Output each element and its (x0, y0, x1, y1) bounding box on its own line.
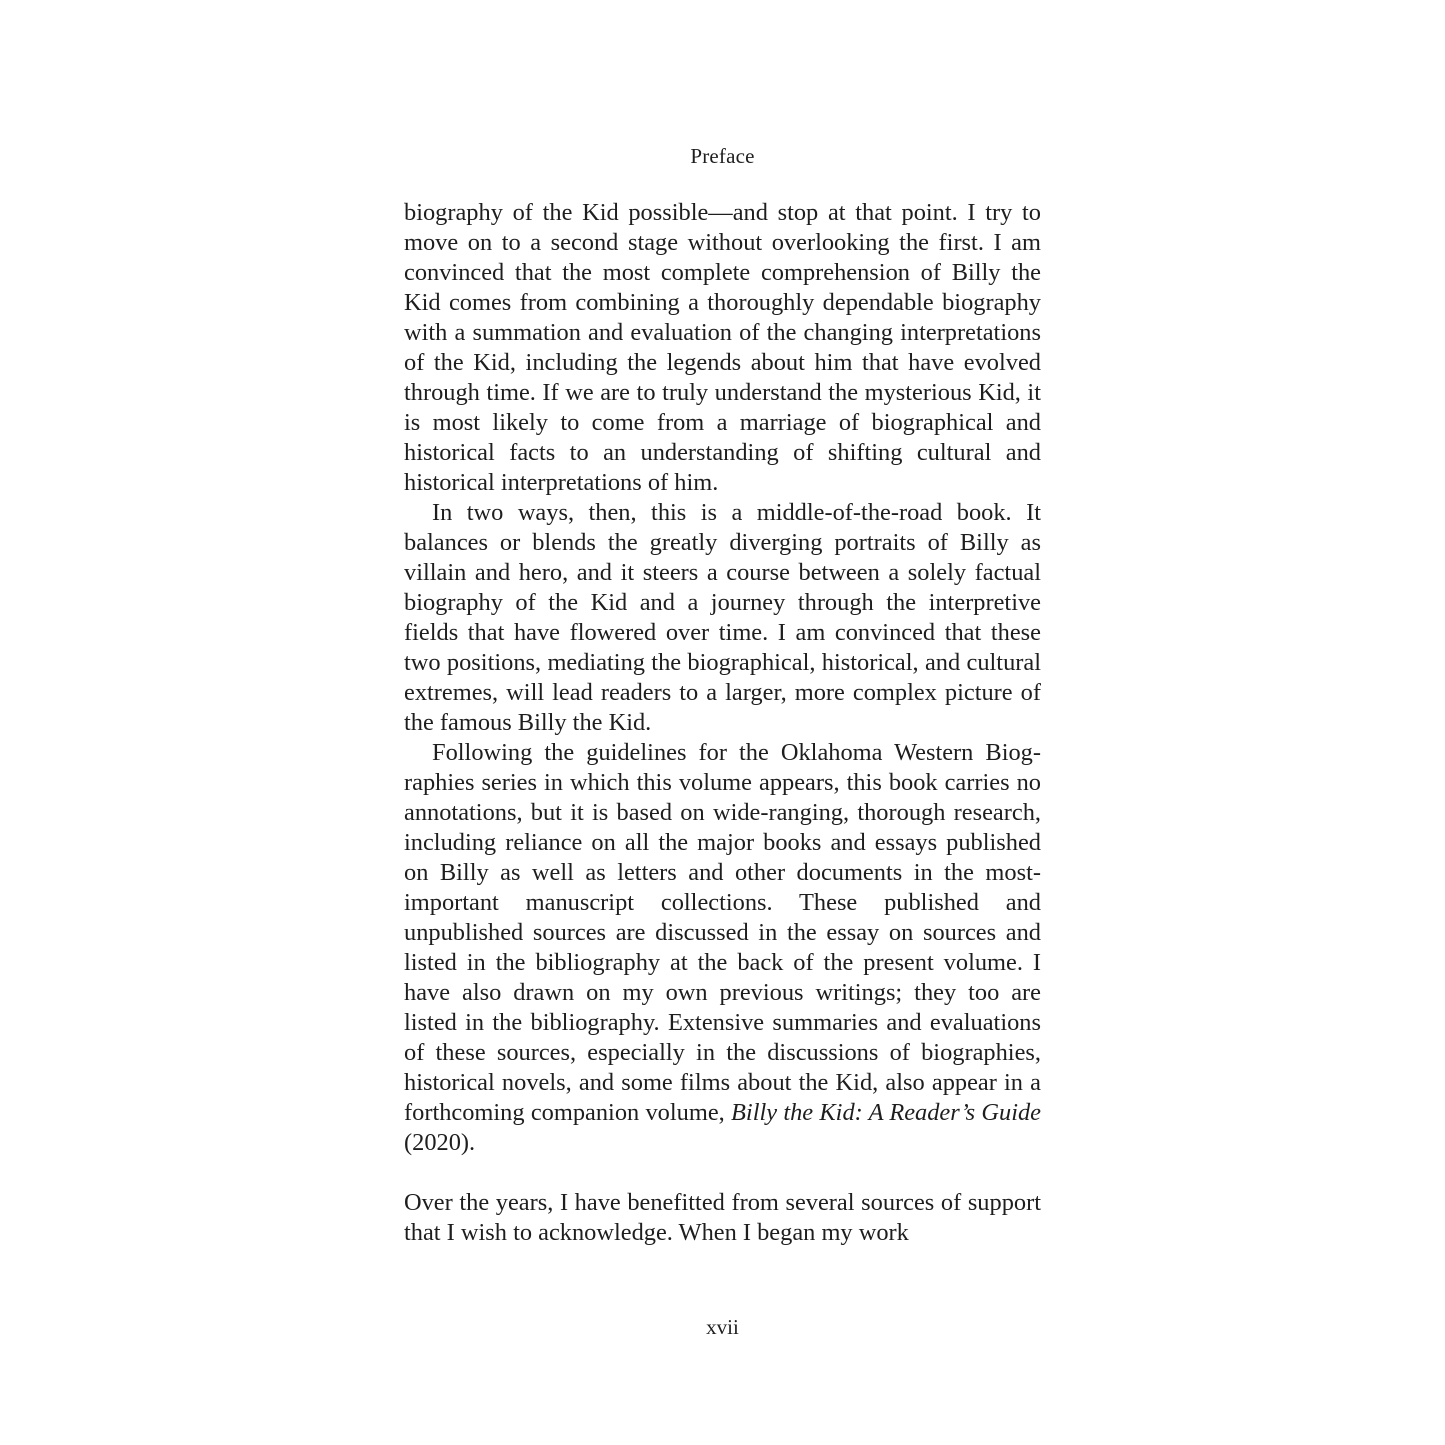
paragraph-3-year: (2020). (404, 1129, 476, 1156)
paragraph-4: Over the years, I have benefitted from several sources of support that I wish to acknowledge. When I began my work (404, 1189, 1041, 1246)
paragraph-2: In two ways, then, this is a middle-of-the-road book. It balances or blends the greatly diverging portraits of Billy as villain and hero, and it steers a course between a solely factual biography of the Kid and a journey through the interpretive fields that have flowered over time. I am convinced that these two positions, mediating the biographical, historical, and cultural extremes, will lead readers to a larger, more complex picture of the famous Billy the Kid. (404, 499, 1041, 736)
body-text (404, 198, 1041, 1248)
page-number: xvii (706, 1315, 739, 1339)
paragraph-1: biography of the Kid possible—and stop at that point. I try to move on to a second stage without overlooking the first. I am convinced that the most complete comprehension of Billy the Kid comes from combining a thoroughly dependable biography with a summation and evaluation of the changing interpretations of the Kid, including the legends about him that have evolved through time. If we are to truly understand the mysterious Kid, it is most likely to come from a marriage of biographical and historical facts to an understanding of shifting cultural and historical interpretations of him. (404, 199, 1041, 496)
paragraph-3 (404, 738, 1041, 1158)
paragraph-3-text: Following the guidelines for the Oklahoma Western Biographies series in which this volume appears, this book carries no annotations, but it is based on wide-ranging, thorough research, including reliance on all the major books and essays published on Billy as well as letters and other documents in the most-important manuscript collections. These published and unpublished sources are discussed in the essay on sources and listed in the bibliography at the back of the present volume. I have also drawn on my own previous writings; they too are listed in the bibliography. Extensive summaries and evaluations of these sources, especially in the discussions of biographies, historical novels, and some films about the Kid, also appear in a forthcoming companion volume, (404, 739, 1041, 1126)
book-title: Billy the Kid: A Reader’s Guide (731, 1099, 1041, 1126)
running-head: Preface (690, 144, 755, 168)
